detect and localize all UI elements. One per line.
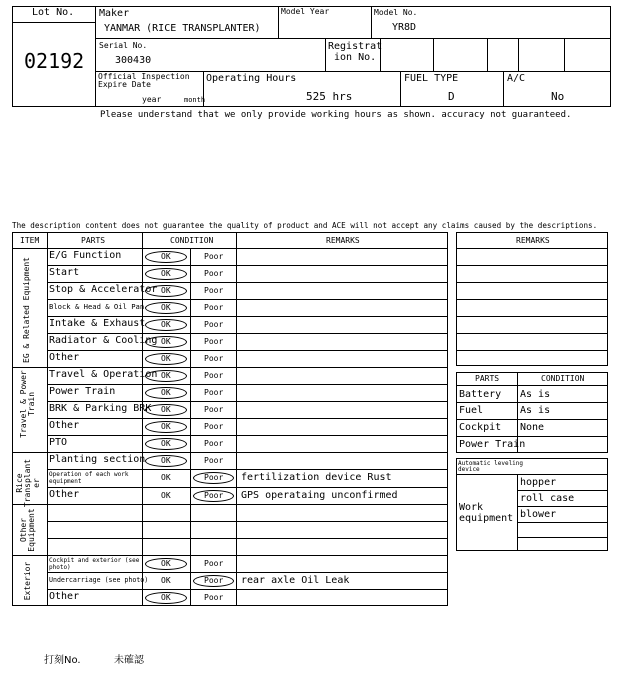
part-label: photo) [49, 563, 71, 571]
side-remark-row [456, 350, 608, 351]
part-label: equipment [49, 478, 82, 485]
ok-option[interactable]: OK [161, 336, 171, 346]
row-divider [47, 316, 448, 317]
registration-label: ion No. [334, 52, 377, 63]
col-condition: CONDITION [170, 236, 214, 245]
divider [95, 38, 611, 39]
part-label: Travel & Operation [49, 369, 158, 380]
maker-value: YANMAR (RICE TRANSPLANTER) [104, 23, 261, 34]
part-label: Stop & Accelerator [49, 284, 158, 295]
row-divider [12, 367, 448, 368]
work-item-roll-case: roll case [520, 493, 575, 504]
row-divider [47, 572, 448, 573]
divider [456, 385, 608, 386]
side-remark-row [456, 248, 608, 249]
part-label: E/G Function [49, 250, 122, 261]
row-divider [47, 418, 448, 419]
divider [433, 38, 434, 71]
ok-option[interactable]: OK [161, 387, 171, 397]
group-label-other: Other Equipment [19, 508, 37, 552]
divider [456, 474, 608, 475]
part-label: Other [49, 420, 80, 431]
side-cond-cockpit: None [520, 422, 545, 433]
side-part-power-train: Power Train [459, 439, 526, 450]
hours-label: Operating Hours [206, 73, 297, 84]
poor-option[interactable]: Poor [204, 268, 224, 278]
inspection-label: Expire Date [98, 80, 151, 89]
description-notice: The description content does not guarantee the quality of product and ACE will not accept any claims caused by the descriptions. [12, 221, 598, 230]
row-divider [47, 538, 448, 539]
divider [564, 38, 565, 71]
ok-option[interactable]: OK [161, 455, 171, 465]
side-remark-row [456, 282, 608, 283]
row-divider [12, 452, 448, 453]
part-label: BRK & Parking BRK [49, 403, 152, 414]
part-label: Other [49, 591, 80, 602]
divider [518, 38, 519, 71]
side-remark-row [456, 316, 608, 317]
remark-text: fertilization device Rust [241, 472, 392, 483]
col-item: ITEM [20, 236, 40, 245]
ok-option[interactable]: OK [161, 421, 171, 431]
poor-option[interactable]: Poor [204, 302, 224, 312]
row-divider [47, 384, 448, 385]
group-label-rice: Rice Transplant er [15, 458, 41, 508]
part-label: Block & Head & Oil Pan [49, 302, 145, 312]
ok-option[interactable]: OK [161, 268, 171, 278]
ac-label: A/C [507, 73, 526, 84]
divider [325, 38, 326, 71]
divider [190, 248, 191, 606]
poor-option[interactable]: Poor [204, 421, 224, 431]
row-divider [12, 504, 448, 505]
part-label: Cockpit and exterior (see [49, 556, 140, 564]
lot-label: Lot No. [32, 7, 75, 18]
serial-label: Serial No. [99, 41, 148, 50]
divider [12, 22, 95, 23]
row-divider [47, 589, 448, 590]
side-cond-fuel: As is [520, 405, 551, 416]
row-divider [47, 282, 448, 283]
poor-option[interactable]: Poor [204, 592, 224, 602]
work-equipment-label: equipment [459, 513, 514, 524]
ok-option[interactable]: OK [161, 404, 171, 414]
row-divider [47, 521, 448, 522]
inspection-label: Official Inspection [98, 72, 190, 81]
ok-option[interactable]: OK [161, 353, 171, 363]
part-label: Undercarriage (see photo) [49, 575, 149, 584]
row-divider [47, 333, 448, 334]
poor-option[interactable]: Poor [204, 370, 224, 380]
fuel-label: FUEL TYPE [404, 73, 459, 84]
work-item-blower: blower [520, 509, 557, 520]
side-parts-header: PARTS [475, 374, 500, 383]
month-label: month [184, 96, 206, 104]
remark-text: rear axle Oil Leak [241, 574, 350, 586]
divider [517, 522, 608, 523]
row-divider [47, 350, 448, 351]
poor-option[interactable]: Poor [204, 404, 224, 414]
group-label-eg: EG & Related Equipment [22, 257, 31, 363]
col-parts: PARTS [81, 236, 106, 245]
row-divider [47, 469, 448, 470]
maker-label: Maker [99, 8, 130, 19]
group-label-travel: Travel & Power Train [19, 370, 37, 438]
divider [503, 71, 504, 107]
side-remarks-header: REMARKS [516, 236, 550, 245]
part-label: Power Train [49, 386, 116, 397]
divider [517, 506, 608, 507]
side-part-battery: Battery [459, 389, 502, 400]
row-divider [47, 265, 448, 266]
ok-option[interactable]: OK [161, 370, 171, 380]
poor-option[interactable]: Poor [204, 455, 224, 465]
ok-option[interactable]: OK [161, 302, 171, 312]
divider [517, 474, 518, 551]
auto-leveling-label: device [458, 466, 480, 473]
ok-option[interactable]: OK [161, 319, 171, 329]
poor-option[interactable]: Poor [204, 285, 224, 295]
divider [12, 248, 448, 249]
poor-option[interactable]: Poor [204, 353, 224, 363]
side-remark-row [456, 265, 608, 266]
poor-option[interactable]: Poor [204, 575, 224, 585]
remark-text: GPS operataing unconfirmed [241, 489, 398, 501]
ok-option[interactable]: OK [161, 575, 171, 585]
work-item-hopper: hopper [520, 477, 557, 488]
model-year-label: Model Year [281, 7, 330, 16]
part-label: Start [49, 267, 80, 278]
ok-option[interactable]: OK [161, 558, 171, 568]
hours-value: 525 hrs [306, 90, 353, 103]
stamp-label: 打刻No. [44, 655, 81, 666]
divider [278, 6, 279, 38]
poor-option[interactable]: Poor [204, 490, 224, 500]
part-label: PTO [49, 437, 68, 448]
side-condition-header: CONDITION [541, 374, 585, 383]
part-label: Radiator & Cooling [49, 335, 158, 346]
row-divider [47, 401, 448, 402]
row-divider [47, 435, 448, 436]
divider [517, 490, 608, 491]
poor-option[interactable]: Poor [204, 473, 224, 482]
group-label-exterior: Exterior [23, 561, 32, 601]
part-label: Operation of each work [49, 471, 129, 478]
model-no-value: YR8D [392, 22, 417, 33]
fuel-value: D [448, 90, 455, 103]
registration-label: Registrat [328, 41, 383, 52]
divider [371, 6, 372, 38]
ok-option[interactable]: OK [161, 285, 171, 295]
poor-option[interactable]: Poor [204, 558, 224, 568]
ok-option[interactable]: OK [161, 490, 171, 500]
ok-option[interactable]: OK [161, 438, 171, 448]
divider [456, 402, 608, 403]
hours-notice: Please understand that we only provide working hours as shown. accuracy not guaranteed. [100, 110, 572, 120]
divider [95, 6, 96, 107]
year-label: year [142, 95, 162, 104]
ok-option[interactable]: OK [161, 473, 171, 482]
part-label: Intake & Exhaust [49, 318, 146, 329]
serial-value: 300430 [115, 55, 152, 66]
poor-option[interactable]: Poor [204, 438, 224, 448]
divider [517, 537, 608, 538]
side-part-fuel: Fuel [459, 405, 484, 416]
model-no-label: Model No. [374, 8, 418, 17]
ac-value: No [551, 90, 565, 103]
side-remark-row [456, 299, 608, 300]
divider [47, 232, 48, 606]
col-remarks: REMARKS [326, 236, 360, 245]
ok-option[interactable]: OK [161, 251, 171, 261]
divider [236, 232, 237, 606]
stamp-value: 未確認 [114, 655, 144, 666]
poor-option[interactable]: Poor [204, 251, 224, 261]
divider [400, 71, 401, 107]
row-divider [12, 555, 448, 556]
divider [487, 38, 488, 71]
part-label: Other [49, 489, 80, 500]
side-remark-row [456, 333, 608, 334]
poor-option[interactable]: Poor [204, 387, 224, 397]
part-label: Planting section [49, 454, 146, 465]
auto-leveling-label: Automatic leveling [458, 460, 524, 467]
work-equipment-label: Work [459, 502, 484, 513]
divider [456, 436, 608, 437]
part-label: Other [49, 352, 80, 363]
divider [456, 419, 608, 420]
row-divider [47, 299, 448, 300]
ok-option[interactable]: OK [161, 592, 171, 602]
row-divider [47, 487, 448, 488]
side-part-cockpit: Cockpit [459, 422, 502, 433]
poor-option[interactable]: Poor [204, 319, 224, 329]
lot-number: 02192 [24, 49, 85, 73]
poor-option[interactable]: Poor [204, 336, 224, 346]
side-cond-battery: As is [520, 389, 551, 400]
